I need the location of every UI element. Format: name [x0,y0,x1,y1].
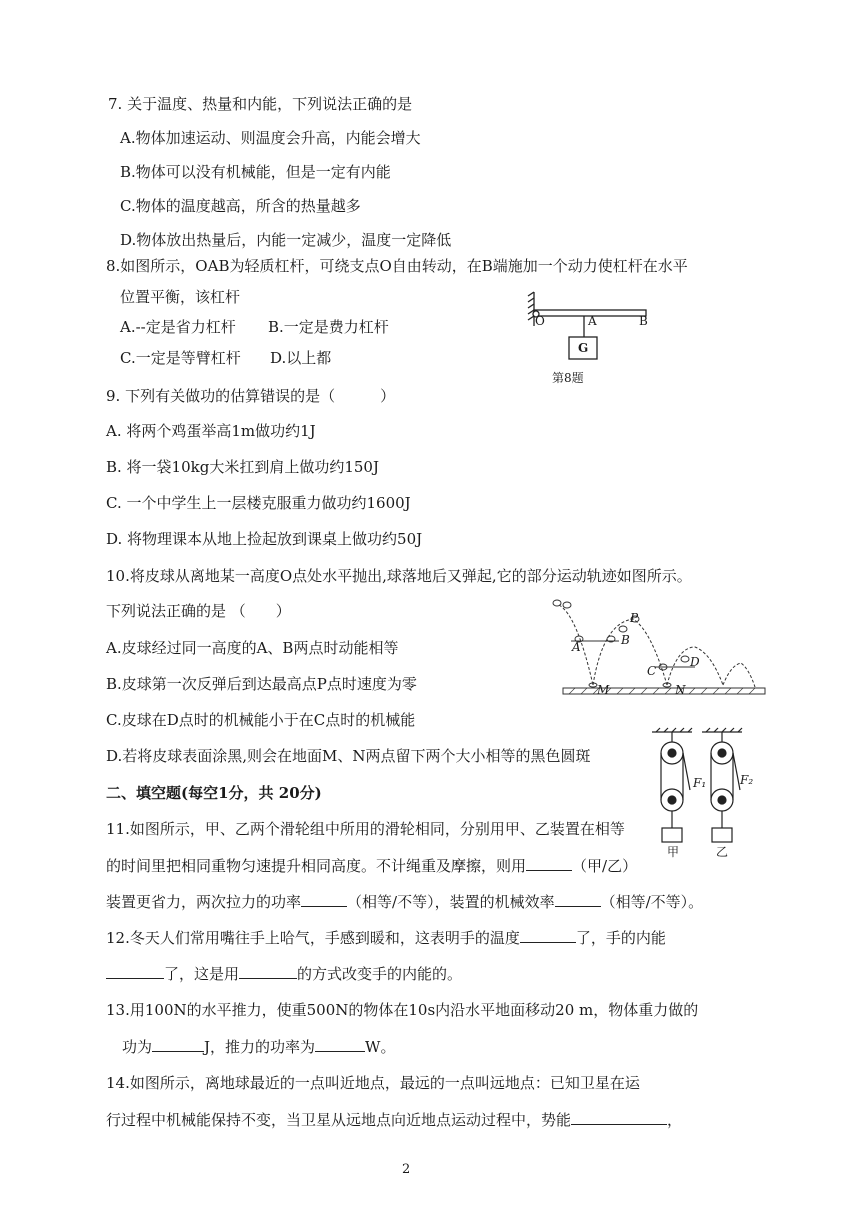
q14-line2-tail: ， [667,1111,683,1129]
q8-option-a: A.--定是省力杠杆 [120,318,236,336]
lever-label-g: G [578,341,589,355]
q13-blank-1[interactable] [152,1037,204,1052]
q14-line2 [106,1110,682,1130]
q10-option-a: A.皮球经过同一高度的A、B两点时动能相等 [106,639,399,657]
q10-stem-line2: 下列说法正确的是 （ ） [106,602,291,620]
q11-blank-3[interactable] [555,892,601,907]
q9-option-b: B. 将一袋10kg大米扛到肩上做功约150J [106,458,379,476]
q13-line2-tail: W。 [365,1038,396,1056]
lever-label-b: B [639,314,648,328]
q9-option-d: D. 将物理课本从地上捡起放到课桌上做功约50J [106,530,423,548]
pulley-label-f1: F₁ [693,776,707,790]
q12-blank-3[interactable] [239,964,297,979]
q8-option-c: C.一定是等臂杠杆 [120,349,241,367]
q9-option-a: A. 将两个鸡蛋举高1m做功约1J [106,422,316,440]
q11-blank-1[interactable] [526,856,572,871]
q12-line2-text: 了，这是用 [164,965,240,983]
ball-label-p: P [630,611,639,625]
q13-line2-text: 功为 [122,1038,153,1056]
q14-blank-1[interactable] [571,1110,667,1125]
q7-option-b: B.物体可以没有机械能，但是一定有内能 [120,163,391,181]
q12-line1-tail: 了，手的内能 [575,929,666,947]
bouncing-ball-figure [555,595,770,695]
q7-option-c: C.物体的温度越高，所含的热量越多 [120,197,361,215]
q7-option-d: D.物体放出热量后，内能一定减少，温度一定降低 [120,231,452,249]
q11-line1: 11.如图所示，甲、乙两个滑轮组中所用的滑轮相同，分别用甲、乙装置在相等 [106,820,625,838]
lever-figure [524,290,664,380]
q8-figure-caption: 第8题 [552,371,584,385]
pulley-label-yi: 乙 [716,845,729,859]
q12-line2 [106,964,462,984]
q13-line1: 13.用100N的水平推力，使重500N的物体在10s内沿水平地面移动20 m，物体重力做的 [106,1001,699,1019]
ball-label-d: D [690,655,700,669]
q10-stem-line1: 10.将皮球从离地某一高度O点处水平抛出,球落地后又弹起,它的部分运动轨迹如图所示。 [106,567,692,585]
pulley-label-f2: F₂ [740,773,754,787]
q11-line3-mid: （相等/不等），装置的机械效率 [347,893,555,911]
q9-stem: 9. 下列有关做功的估算错误的是（ ） [106,387,396,405]
ball-label-a: A [572,640,581,654]
ball-label-c: C [647,664,657,678]
q11-line3-text: 装置更省力，两次拉力的功率 [106,893,302,911]
lever-label-o: O [535,314,545,328]
pulley-label-jia: 甲 [667,845,680,859]
q8-option-b: B.一定是费力杠杆 [268,318,389,336]
q10-option-c: C.皮球在D点时的机械能小于在C点时的机械能 [106,711,416,729]
q11-line2-text: 的时间里把相同重物匀速提升相同高度。不计绳重及摩擦，则用 [106,857,527,875]
q10-option-b: B.皮球第一次反弹后到达最高点P点时速度为零 [106,675,417,693]
q7-stem: 7. 关于温度、热量和内能，下列说法正确的是 [108,95,413,113]
q8-option-d: D.以上都 [270,349,332,367]
q13-line2-mid: J，推力的功率为 [204,1038,316,1056]
q11-line3-tail: （相等/不等）。 [600,893,704,911]
q11-line3 [106,892,703,912]
ball-label-b: B [621,633,630,647]
q9-option-c: C. 一个中学生上一层楼克服重力做功约1600J [106,494,411,512]
q14-line1: 14.如图所示，离地球最近的一点叫近地点，最远的一点叫远地点：已知卫星在运 [106,1074,640,1092]
section-2-title: 二、填空题(每空1分，共 20分) [106,784,322,802]
ball-label-m: M [597,683,610,697]
q7-option-a: A.物体加速运动、则温度会升高，内能会增大 [120,129,421,147]
q10-option-d: D.若将皮球表面涂黑,则会在地面M、N两点留下两个大小相等的黑色圆斑 [106,747,591,765]
q8-stem-line2: 位置平衡，该杠杆 [120,288,241,306]
q13-line2 [122,1037,395,1057]
q12-blank-2[interactable] [106,964,164,979]
q13-blank-2[interactable] [315,1037,365,1052]
ball-label-n: N [675,683,686,697]
q11-line2 [106,856,637,876]
q11-blank-2[interactable] [301,892,347,907]
lever-label-a: A [588,314,597,328]
page-number: 2 [402,1162,411,1177]
q12-blank-1[interactable] [520,928,576,943]
q14-line2-text: 行过程中机械能保持不变，当卫星从远地点向近地点运动过程中，势能 [106,1111,572,1129]
q12-line2-tail: 的方式改变手的内能的。 [297,965,463,983]
q8-stem-line1: 8.如图所示，OAB为轻质杠杆，可绕支点O自由转动，在B端施加一个动力使杠杆在水平 [106,257,688,275]
q12-line1 [106,928,666,948]
q11-line2-tail: （甲/乙） [572,857,638,875]
q12-line1-text: 12.冬天人们常用嘴往手上哈气，手感到暖和，这表明手的温度 [106,929,520,947]
